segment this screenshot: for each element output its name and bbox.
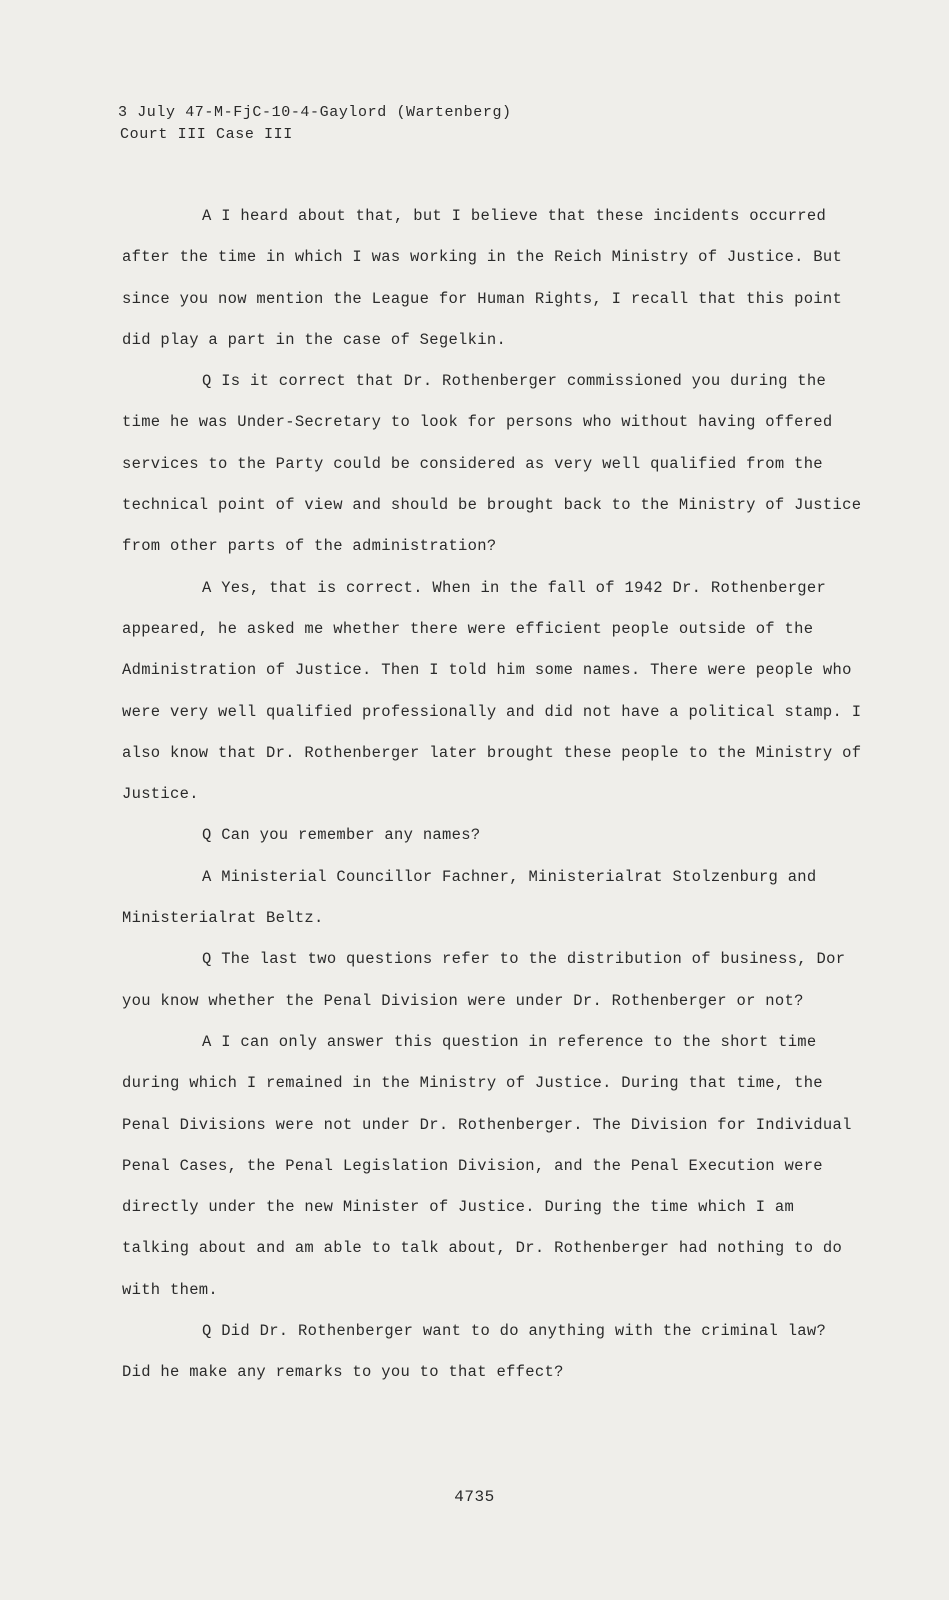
transcript-paragraph: Q Is it correct that Dr. Rothenberger commissioned you during the time he was Under-Secretary to look for persons who without having offered services to the Party could be considered as very well qualified from the technical point of view and should be brought back to the Ministry of Justice from other parts of the administration?	[122, 372, 862, 556]
transcript-body	[122, 196, 862, 1394]
header-session-line: 3 July 47-M-FjC-10-4-Gaylord (Wartenberg)	[118, 104, 512, 121]
header-court-line: Court III Case III	[120, 126, 293, 143]
transcript-paragraph: Q Can you remember any names?	[202, 826, 481, 845]
transcript-paragraph: A I can only answer this question in reference to the short time during which I remained in the Ministry of Justice. During that time, the Penal Divisions were not under Dr. Rothenberger. The Division for Individual Penal Cases, the Penal Legislation Division, and the Penal Execution were directly under the new Minister of Justice. During the time which I am talking about and am able to talk about, Dr. Rothenberger had nothing to do with them.	[122, 1032, 852, 1299]
transcript-paragraph: Q The last two questions refer to the distribution of business, Dor you know whether the Penal Division were under Dr. Rothenberger or not?	[122, 950, 846, 1010]
transcript-paragraph: A Ministerial Councillor Fachner, Ministerialrat Stolzenburg and Ministerialrat Beltz.	[122, 867, 817, 928]
page-number: 4735	[454, 1488, 495, 1506]
document-header	[118, 102, 512, 146]
transcript-paragraph: A Yes, that is correct. When in the fall of 1942 Dr. Rothenberger appeared, he asked me whether there were efficient people outside of the Administration of Justice. Then I told him some names. There were people who were very well qualified professionally and did not have a political stamp. I also know that Dr. Rothenberger later brought these people to the Ministry of Justice.	[122, 578, 862, 804]
transcript-paragraph: Q Did Dr. Rothenberger want to do anything with the criminal law? Did he make any remarks to you to that effect?	[122, 1322, 827, 1382]
transcript-paragraph: A I heard about that, but I believe that these incidents occurred after the time in which I was working in the Reich Ministry of Justice. But since you now mention the League for Human Rights, I recall that this point did play a part in the case of Segelkin.	[122, 207, 843, 349]
